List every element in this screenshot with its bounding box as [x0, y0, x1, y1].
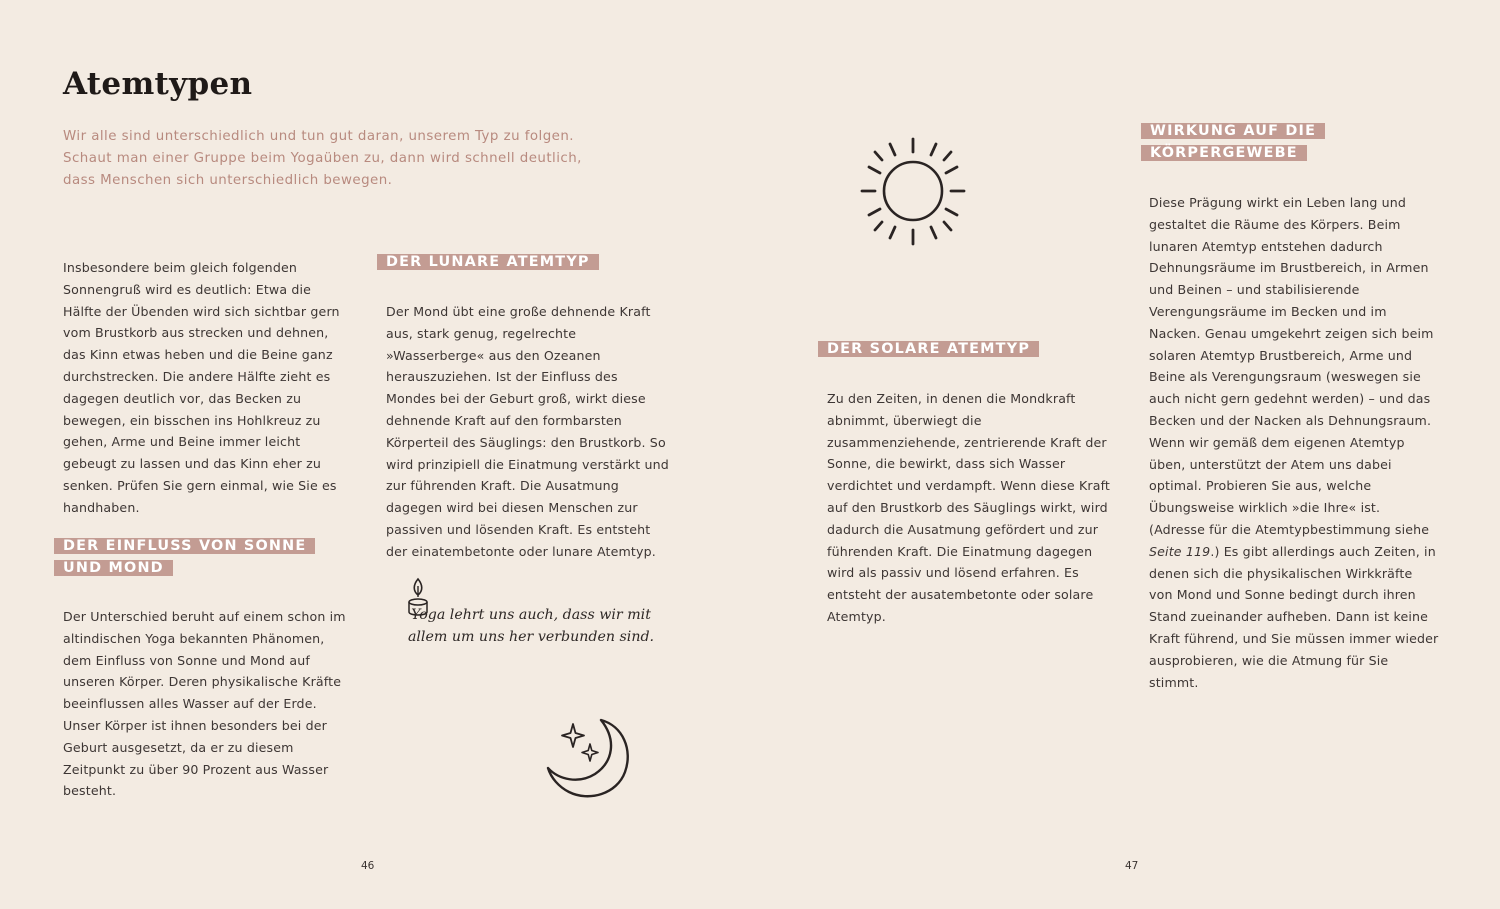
page-number-left: 46 — [361, 860, 375, 872]
heading-einfluss-sonne-mond — [54, 535, 316, 579]
col4-paragraph-b: .) Es gibt allerdings auch Zeiten, in denen sich die physikalischen Wirkkräfte von Mond und Sonne bedingt durch ihren Stand zueinander aufheben. Dann ist keine Kraft führend, und Sie müssen immer wieder ausprobieren, wie die Atmung für Sie stimmt. — [1149, 543, 1439, 690]
col2-paragraph: Der Mond übt eine große dehnende Kraft aus, stark genug, regelrechte »Wasserberge« aus den Ozeanen herauszuziehen. Ist der Einfluss des Mondes bei der Geburt groß, wirkt diese dehnende Kraft auf den formbarsten Körperteil des Säuglings: den Brustkorb. So wird prinzipiell die Einatmung verstärkt und zur führenden Kraft. Die Ausatmung dagegen wird bei diesen Menschen zur passiven und lösenden Kraft. Es entsteht der einatembetonte oder lunare Atemtyp. — [386, 304, 669, 559]
intro-text: Wir alle sind unterschiedlich und tun gut daran, unserem Typ zu folgen. Schaut man einer Gruppe beim Yogaüben zu, dann wird schnell deutlich, dass Menschen sich unterschiedlich bewegen. — [63, 129, 582, 188]
heading-solarer-atemtyp-text: DER SOLARE ATEMTYP — [818, 341, 1039, 357]
col3-paragraph: Zu den Zeiten, in denen die Mondkraft abnimmt, überwiegt die zusammenziehende, zentrierende Kraft der Sonne, die bewirkt, dass sich Wasser verdichtet und verdampft. Wenn diese Kraft auf den Brustkorb des Säuglings wirkt, wird dadurch die Ausatmung gefördert und zur führenden Kraft. Die Einatmung dagegen wird als passiv und lösend erfahren. Es entsteht der ausatembetonte oder solare Atemtyp. — [827, 391, 1111, 624]
heading-wirkung-koerpergewebe-text: WIRKUNG AUF DIE KÖRPERGEWEBE — [1141, 123, 1325, 161]
heading-solarer-atemtyp — [818, 338, 1039, 360]
page-reference: Seite 119 — [1149, 543, 1211, 559]
heading-wirkung-koerpergewebe — [1141, 120, 1331, 164]
col1-paragraph: Insbesondere beim gleich folgenden Sonnengruß wird es deutlich: Etwa die Hälfte der Übenden wird sich sichtbar gern vom Brustkorb aus strecken und dehnen, das Kinn etwas heben und die Beine ganz durchstrecken. Die andere Hälfte zieht es dagegen deutlich vor, das Becken zu bewegen, ein bisschen ins Hohlkreuz zu gehen, Arme und Beine immer leicht gebeugt zu lassen und das Kinn eher zu senken. Prüfen Sie gern einmal, wie Sie es handhaben. — [63, 260, 340, 515]
page-title: Atemtypen — [63, 66, 253, 102]
yoga-quote: Yoga lehrt uns auch, dass wir mit allem um uns her verbunden sind. — [407, 607, 655, 645]
heading-lunarer-atemtyp — [377, 251, 599, 273]
heading-einfluss-sonne-mond-text: DER EINFLUSS VON SONNE UND MOND — [54, 538, 315, 576]
page-number-right: 47 — [1125, 860, 1139, 872]
col4-paragraph-a: Diese Prägung wirkt ein Leben lang und gestaltet die Räume des Körpers. Beim lunaren Atemtyp entstehen dadurch Dehnungsräume im Brustbereich, in Armen und Beinen – und stabilisierende Verengungsräume im Becken und im Nacken. Genau umgekehrt zeigen sich beim solaren Atemtyp Brustbereich, Arme und Beine als Verengungsraum (weswegen sie auch nicht gern gedehnt werden) – und das Becken und der Nacken als Dehnungsraum. Wenn wir gemäß dem eigenen Atemtyp üben, unterstützt der Atem uns dabei optimal. Probieren Sie aus, welche Übungsweise wirklich »die Ihre« ist. (Adresse für die Atemtypbestimmung siehe — [1149, 195, 1434, 537]
sun-icon — [860, 137, 966, 247]
col1-paragraph2: Der Unterschied beruht auf einem schon im altindischen Yoga bekannten Phänomen, dem Einfluss von Sonne und Mond auf unseren Körper. Deren physikalische Kräfte beeinflussen alles Wasser auf der Erde. Unser Körper ist ihnen besonders bei der Geburt ausgesetzt, da er zu diesem Zeitpunkt zu über 90 Prozent aus Wasser besteht. — [63, 609, 346, 799]
heading-lunarer-atemtyp-text: DER LUNARE ATEMTYP — [377, 254, 599, 270]
moon-stars-icon — [543, 716, 635, 802]
col4-paragraph — [1149, 192, 1439, 693]
